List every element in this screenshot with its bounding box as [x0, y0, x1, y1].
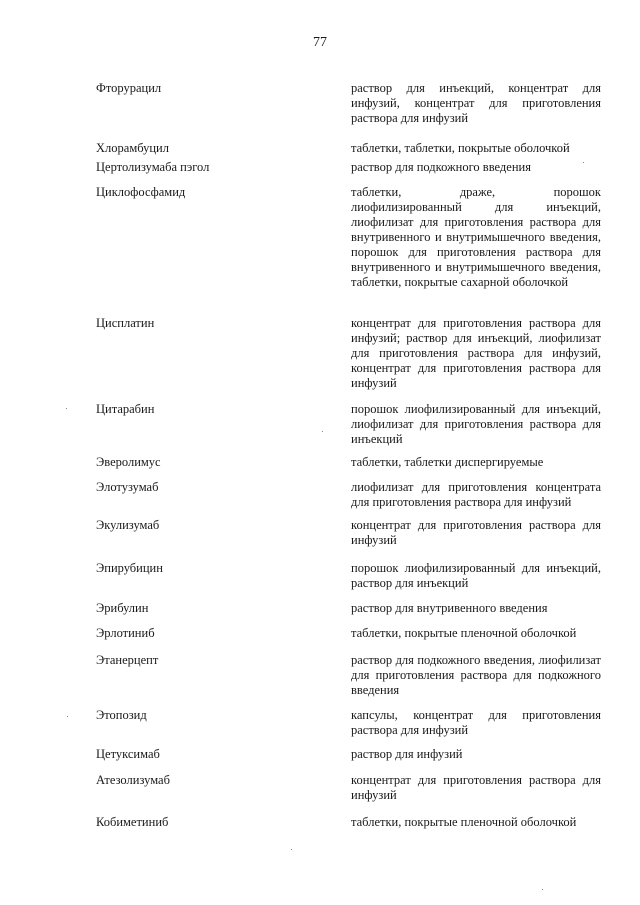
dosage-form: таблетки, таблетки диспергируемые: [351, 455, 544, 469]
dosage-form: таблетки, таблетки, покрытые оболочкой: [351, 141, 570, 155]
dosage-form: концентрат для приготовления раствора для инфузий; раствор для инъекций, лиофилизат для приготовления раствора для инфузий, концентрат для приготовления раствора для инфузий: [351, 316, 601, 390]
page-number: 77: [313, 35, 327, 50]
dosage-form: порошок лиофилизированный для инъекций, лиофилизат для приготовления раствора для инъекций: [351, 402, 601, 446]
drug-name: Цисплатин: [96, 316, 155, 330]
drug-name: Кобиметиниб: [96, 815, 169, 829]
scan-speck: [67, 716, 68, 717]
dosage-form: таблетки, покрытые пленочной оболочкой: [351, 626, 577, 640]
drug-name: Хлорамбуцил: [96, 141, 169, 155]
drug-name: Элотузумаб: [96, 480, 159, 494]
scan-speck: [583, 162, 584, 163]
drug-name: Эрлотиниб: [96, 626, 155, 640]
dosage-form: концентрат для приготовления раствора для инфузий: [351, 773, 601, 802]
drug-name: Этанерцепт: [96, 653, 159, 667]
dosage-form: таблетки, драже, порошок лиофилизированный для инъекций, лиофилизат для приготовления раствора для внутривенного и внутримышечного введения, порошок для приготовления раствора для внутривенного и внутримышечного введения, таблетки, покрытые сахарной оболочкой: [351, 185, 601, 289]
drug-name: Этопозид: [96, 708, 147, 722]
dosage-form: раствор для подкожного введения, лиофилизат для приготовления раствора для подкожного введения: [351, 653, 601, 697]
drug-name: Эверолимус: [96, 455, 161, 469]
drug-name: Фторурацил: [96, 81, 162, 95]
drug-name: Эпирубицин: [96, 561, 163, 575]
drug-name: Цертолизумаба пэгол: [96, 160, 210, 174]
dosage-form: лиофилизат для приготовления концентрата для приготовления раствора для инфузий: [351, 480, 601, 509]
scan-speck: [66, 408, 67, 409]
dosage-form: раствор для инфузий: [351, 747, 463, 761]
drug-name: Цитарабин: [96, 402, 155, 416]
dosage-form: раствор для подкожного введения: [351, 160, 531, 174]
drug-name: Эрибулин: [96, 601, 149, 615]
drug-name: Циклофосфамид: [96, 185, 186, 199]
dosage-form: раствор для инъекций, концентрат для инфузий, концентрат для приготовления раствора для инфузий: [351, 81, 601, 125]
dosage-form: таблетки, покрытые пленочной оболочкой: [351, 815, 577, 829]
dosage-form: раствор для внутривенного введения: [351, 601, 548, 615]
dosage-form: капсулы, концентрат для приготовления раствора для инфузий: [351, 708, 601, 737]
scan-speck: [322, 431, 323, 432]
drug-name: Атезолизумаб: [96, 773, 170, 787]
scan-speck: [542, 889, 543, 890]
scan-speck: [291, 849, 292, 850]
drug-name: Цетуксимаб: [96, 747, 160, 761]
dosage-form: порошок лиофилизированный для инъекций, раствор для инъекций: [351, 561, 601, 590]
dosage-form: концентрат для приготовления раствора для инфузий: [351, 518, 601, 547]
drug-name: Экулизумаб: [96, 518, 160, 532]
